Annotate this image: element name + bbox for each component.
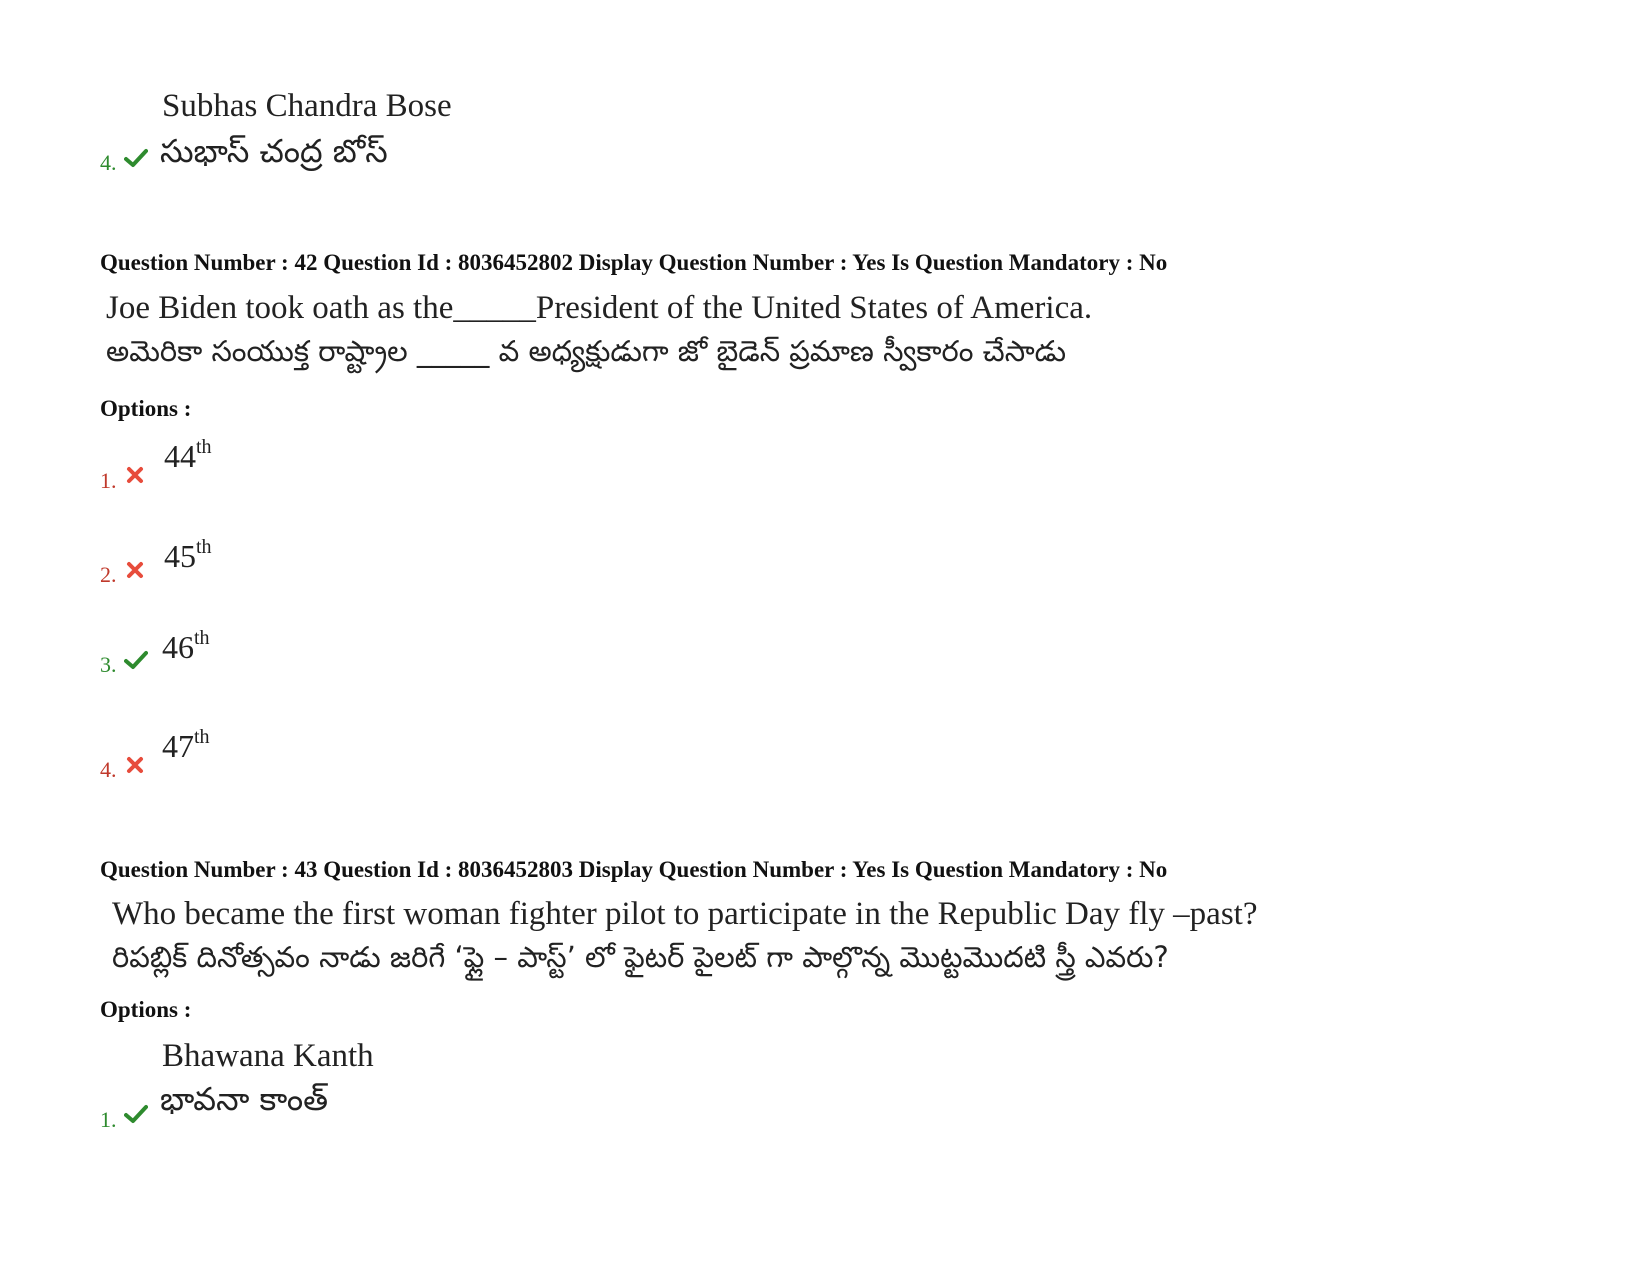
q42-option-4-number: 4.	[100, 757, 117, 782]
q42-option-1-text: 44th	[164, 436, 212, 474]
q43-options-label: Options :	[100, 997, 192, 1022]
q43-question-te: రిపబ్లిక్ దినోత్సవం నాడు జరిగే ‘ఫ్లై – పాస్ట్’ లో ఫైటర్ పైలట్ గా పాల్గొన్న మొట్టమొదటి స్త్రీ ఎవరు?	[112, 940, 1169, 974]
q43-option-1-number: 1.	[100, 1107, 117, 1132]
check-icon	[124, 1104, 148, 1124]
q42-option-3-text: 46th	[162, 627, 210, 665]
prev-option-4-text-te: సుభాస్ చంద్ర బోస్	[160, 132, 388, 170]
q42-option-2-number: 2.	[100, 562, 117, 587]
cross-icon	[126, 561, 144, 579]
q43-option-1-text-te: భావనా కాంత్	[160, 1080, 328, 1118]
q43-question-en: Who became the first woman fighter pilot to participate in the Republic Day fly –past?	[112, 896, 1258, 932]
cross-icon	[126, 756, 144, 774]
check-icon	[124, 650, 148, 670]
prev-option-4-number: 4.	[100, 150, 117, 175]
q43-option-1-text-en: Bhawana Kanth	[162, 1038, 374, 1074]
q42-option-3-number: 3.	[100, 652, 117, 677]
q42-meta: Question Number : 42 Question Id : 8036452802 Display Question Number : Yes Is Question Mandatory : No	[100, 250, 1168, 275]
check-icon	[124, 148, 148, 168]
q43-meta: Question Number : 43 Question Id : 8036452803 Display Question Number : Yes Is Question Mandatory : No	[100, 857, 1168, 882]
q42-option-2-text: 45th	[164, 536, 212, 574]
q42-options-label: Options :	[100, 396, 192, 421]
q42-question-en: Joe Biden took oath as the_____President of the United States of America.	[106, 290, 1093, 326]
prev-option-4-text-en: Subhas Chandra Bose	[162, 88, 452, 124]
cross-icon	[126, 466, 144, 484]
q42-question-te: అమెరికా సంయుక్త రాష్ట్రాల _____ వ అధ్యక్షుడుగా జో బైడెన్ ప్రమాణ స్వీకారం చేసాడు	[106, 334, 1067, 368]
q42-option-4-text: 47th	[162, 726, 210, 764]
q42-option-1-number: 1.	[100, 468, 117, 493]
